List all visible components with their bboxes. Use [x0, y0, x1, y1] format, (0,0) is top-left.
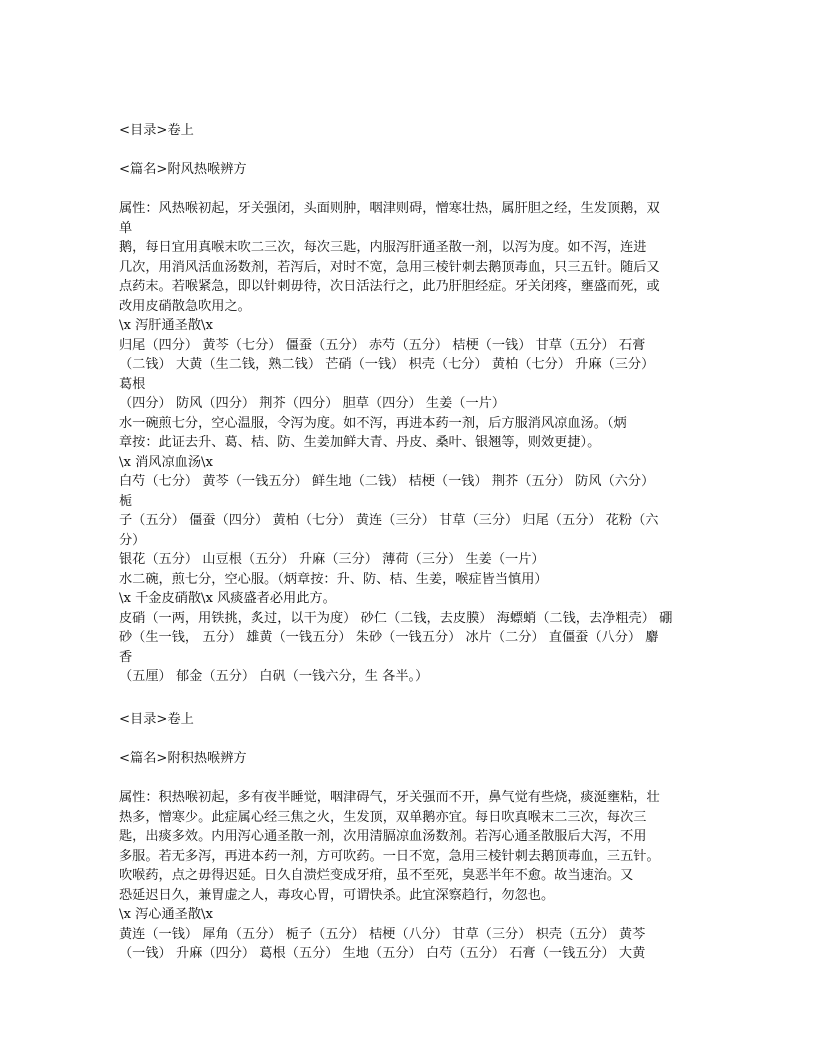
ingredient-line: 栀: [119, 493, 133, 509]
ingredient-line: 归尾（四分） 黄芩（七分） 僵蚕（五分） 赤芍（五分） 桔梗（一钱） 甘草（五分） 石膏: [119, 337, 646, 353]
text-line: 恐延迟日久，兼胃虚之人，毒攻心胃，可谓快杀。此宜深察趋行，勿忽也。: [119, 887, 555, 903]
text-line: 水二碗，煎七分，空心服。（炳章按：升、防、桔、生姜，喉症皆当慎用）: [119, 571, 548, 587]
ingredient-line: 砂（生一钱， 五分） 雄黄（一钱五分） 朱砂（一钱五分） 冰片（二分） 直僵蚕（八分） 麝: [119, 630, 659, 645]
text-line: 吹喉药，点之毋得迟延。日久自溃烂变成牙疳，虽不至死，臭恶半年不愈。故当速治。又: [119, 868, 634, 883]
ingredient-line: （四分） 防风（四分） 荆芥（四分） 胆草（四分） 生姜（一片）: [119, 396, 506, 411]
ingredient-line: 葛根: [119, 376, 146, 392]
text-line: 几次，用消风活血汤数剂，若泻后，对时不宽，急用三棱针刺去鹅顶毒血，只三五针。随后又: [119, 259, 660, 275]
ingredient-line: 黄连（一钱） 犀角（五分） 栀子（五分） 桔梗（八分） 甘草（三分） 枳壳（五分） 黄芩: [119, 926, 646, 942]
formula-title: \x 消风凉血汤\x: [119, 454, 213, 470]
ingredient-line: 银花（五分） 山豆根（五分） 升麻（三分） 薄荷（三分） 生姜（一片）: [119, 552, 545, 567]
section-body: [119, 199, 699, 687]
text-line: 鹅，每日宜用真喉末吹二三次，每次三匙，内服泻肝通圣散一剂，以泻为度。如不泻，连进: [119, 240, 647, 255]
text-line: 热多，憎寒少。此症属心经三焦之火，生发顶，双单鹅亦宜。每日吹真喉末二三次，每次三: [119, 809, 647, 825]
formula-title: \x 泻心通圣散\x: [119, 907, 213, 922]
chapter-heading: <篇名>附风热喉辨方: [119, 162, 247, 177]
ingredient-line: （一钱） 升麻（四分） 葛根（五分） 生地（五分） 白芍（五分） 石膏（一钱五分） 大黄: [119, 946, 646, 961]
section-fengre-houbian: [119, 121, 699, 687]
text-line: 匙，出痰多效。内用泻心通圣散一剂，次用清膈凉血汤数剂。若泻心通圣散服后大泻，不用: [119, 829, 647, 844]
section-body: [119, 788, 699, 964]
ingredient-line: 香: [119, 649, 133, 665]
chapter-heading: <篇名>附积热喉辨方: [119, 751, 247, 766]
ingredient-line: 子（五分） 僵蚕（四分） 黄柏（七分） 黄连（三分） 甘草（三分） 归尾（五分） 花粉（六: [119, 513, 659, 528]
text-line: 属性：积热喉初起，多有夜半睡觉，咽津碍气，牙关强而不开，鼻气觉有些烧，痰涎壅粘，壮: [119, 790, 660, 805]
ingredient-line: （五厘） 郁金（五分） 白矾（一钱六分，生 各半。）: [119, 669, 429, 684]
formula-title: \x 泻肝通圣散\x: [119, 318, 213, 333]
text-line: 水一碗煎七分，空心温服，令泻为度。如不泻，再进本药一剂，后方服消风凉血汤。（炳: [119, 415, 627, 431]
text-line: 章按：此证去升、葛、桔、防、生姜加鲜大青、丹皮、桑叶、银翘等，则效更捷）。: [119, 435, 601, 450]
ingredient-line: （二钱） 大黄（生二钱，熟二钱） 芒硝（一钱） 枳壳（七分） 黄柏（七分） 升麻（三分）: [119, 357, 655, 372]
text-line: 属性：风热喉初起，牙关强闭，头面则肿，咽津则碍，憎寒壮热，属肝胆之经，生发顶鹅，双: [119, 201, 660, 216]
text-line: 多服。若无多泻，再进本药一剂，方可吹药。一日不宽，急用三棱针刺去鹅顶毒血，三五针。: [119, 848, 660, 864]
ingredient-line: 皮硝（一两，用铁挑，炙过，以干为度） 砂仁（二钱，去皮膜） 海螵蛸（二钱，去净粗壳） 硼: [119, 610, 673, 626]
text-line: 改用皮硝散急吹用之。: [119, 298, 251, 314]
text-line: 点药末。若喉紧急，即以针刺毋待，次日活法行之，此乃肝胆经症。牙关闭疼，壅盛而死，或: [119, 279, 660, 294]
formula-title: \x 千金皮硝散\x 风痰盛者必用此方。: [119, 591, 336, 606]
text-line: 单: [119, 220, 133, 236]
ingredient-line: 白芍（七分） 黄芩（一钱五分） 鲜生地（二钱） 桔梗（一钱） 荆芥（五分） 防风（六分）: [119, 474, 655, 489]
catalog-heading: <目录>卷上: [119, 712, 194, 727]
ingredient-line: 分）: [119, 532, 146, 548]
section-jire-houbian: [119, 710, 699, 964]
catalog-heading: <目录>卷上: [119, 123, 194, 138]
